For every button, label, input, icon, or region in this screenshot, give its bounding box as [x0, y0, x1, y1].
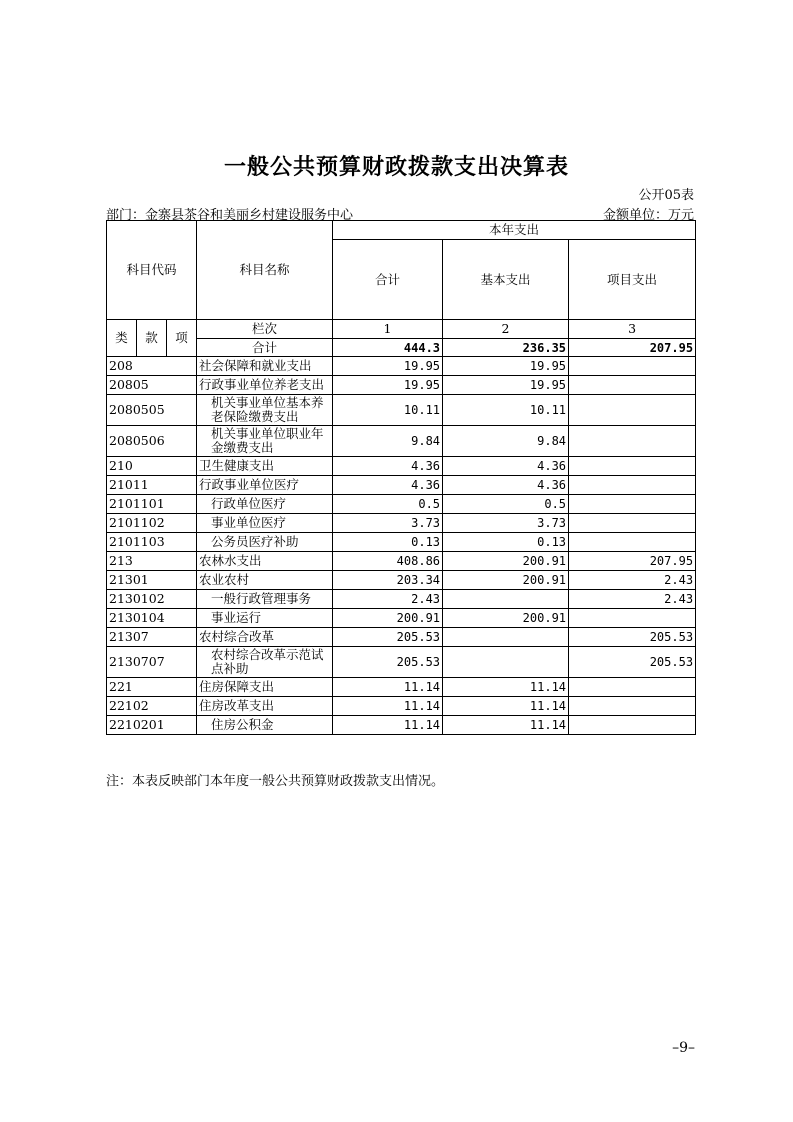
row-code: 2130104 — [107, 609, 197, 628]
row-basic — [443, 647, 569, 678]
row-name: 公务员医疗补助 — [197, 533, 333, 552]
row-name: 一般行政管理事务 — [197, 590, 333, 609]
header-col2: 2 — [443, 320, 569, 339]
row-project — [569, 495, 696, 514]
row-project: 207.95 — [569, 552, 696, 571]
row-project — [569, 514, 696, 533]
row-code: 2101102 — [107, 514, 197, 533]
table-row — [107, 376, 696, 395]
footnote: 注：本表反映部门本年度一般公共预算财政拨款支出情况。 — [106, 774, 445, 789]
row-code: 22102 — [107, 697, 197, 716]
table-row — [107, 457, 696, 476]
row-total: 19.95 — [333, 357, 443, 376]
row-total: 200.91 — [333, 609, 443, 628]
row-project — [569, 609, 696, 628]
table-row — [107, 533, 696, 552]
row-total: 4.36 — [333, 457, 443, 476]
row-code: 21301 — [107, 571, 197, 590]
row-total: 2.43 — [333, 590, 443, 609]
row-total: 408.86 — [333, 552, 443, 571]
row-name: 卫生健康支出 — [197, 457, 333, 476]
row-basic: 11.14 — [443, 697, 569, 716]
unit-label: 金额单位：万元 — [602, 208, 694, 223]
row-code: 2130707 — [107, 647, 197, 678]
row-project: 205.53 — [569, 647, 696, 678]
header-year-expense: 本年支出 — [333, 221, 696, 240]
row-basic: 4.36 — [443, 476, 569, 495]
row-total: 3.73 — [333, 514, 443, 533]
row-code: 213 — [107, 552, 197, 571]
row-name: 行政单位医疗 — [197, 495, 333, 514]
row-total: 0.5 — [333, 495, 443, 514]
row-project — [569, 395, 696, 426]
row-basic: 19.95 — [443, 376, 569, 395]
row-project: 2.43 — [569, 590, 696, 609]
header-col3: 3 — [569, 320, 696, 339]
row-name: 住房保障支出 — [197, 678, 333, 697]
row-total: 203.34 — [333, 571, 443, 590]
row-project: 2.43 — [569, 571, 696, 590]
row-total: 9.84 — [333, 426, 443, 457]
row-name: 行政事业单位养老支出 — [197, 376, 333, 395]
table-row — [107, 495, 696, 514]
sum-basic: 236.35 — [443, 339, 569, 357]
header-total: 合计 — [333, 240, 443, 320]
row-basic — [443, 628, 569, 647]
header-col1: 1 — [333, 320, 443, 339]
row-basic: 10.11 — [443, 395, 569, 426]
row-project: 205.53 — [569, 628, 696, 647]
row-total: 11.14 — [333, 716, 443, 735]
row-name: 农林水支出 — [197, 552, 333, 571]
row-name: 社会保障和就业支出 — [197, 357, 333, 376]
row-name: 机关事业单位职业年金缴费支出 — [197, 426, 333, 457]
row-name: 农村综合改革 — [197, 628, 333, 647]
table-row — [107, 395, 696, 426]
header-xiang: 项 — [167, 320, 197, 357]
row-project — [569, 457, 696, 476]
row-total: 205.53 — [333, 647, 443, 678]
sum-label: 合计 — [197, 339, 333, 357]
row-name: 农业农村 — [197, 571, 333, 590]
row-project — [569, 426, 696, 457]
expenditure-table — [106, 220, 696, 735]
row-basic: 0.13 — [443, 533, 569, 552]
row-code: 21307 — [107, 628, 197, 647]
row-total: 10.11 — [333, 395, 443, 426]
table-row — [107, 476, 696, 495]
row-project — [569, 376, 696, 395]
row-total: 205.53 — [333, 628, 443, 647]
row-project — [569, 716, 696, 735]
row-basic — [443, 590, 569, 609]
header-basic: 基本支出 — [443, 240, 569, 320]
header-name: 科目名称 — [197, 221, 333, 320]
row-code: 2080505 — [107, 395, 197, 426]
header-lei: 类 — [107, 320, 137, 357]
row-code: 2130102 — [107, 590, 197, 609]
row-project — [569, 533, 696, 552]
row-basic: 9.84 — [443, 426, 569, 457]
row-total: 0.13 — [333, 533, 443, 552]
sum-total: 444.3 — [333, 339, 443, 357]
row-total: 4.36 — [333, 476, 443, 495]
row-code: 21011 — [107, 476, 197, 495]
row-name: 事业单位医疗 — [197, 514, 333, 533]
row-name: 事业运行 — [197, 609, 333, 628]
row-total: 11.14 — [333, 678, 443, 697]
header-code: 科目代码 — [107, 221, 197, 320]
table-row — [107, 426, 696, 457]
table-row — [107, 552, 696, 571]
table-row — [107, 357, 696, 376]
row-total: 11.14 — [333, 697, 443, 716]
department-label: 部门：金寨县茶谷和美丽乡村建设服务中心 — [106, 208, 354, 223]
row-basic: 4.36 — [443, 457, 569, 476]
row-code: 2101101 — [107, 495, 197, 514]
header-kuan: 款 — [137, 320, 167, 357]
row-project — [569, 357, 696, 376]
row-basic: 200.91 — [443, 571, 569, 590]
table-row — [107, 678, 696, 697]
row-code: 2080506 — [107, 426, 197, 457]
table-row — [107, 716, 696, 735]
row-basic: 11.14 — [443, 678, 569, 697]
table-row — [107, 590, 696, 609]
row-name: 机关事业单位基本养老保险缴费支出 — [197, 395, 333, 426]
sum-project: 207.95 — [569, 339, 696, 357]
header-lanci: 栏次 — [197, 320, 333, 339]
row-code: 208 — [107, 357, 197, 376]
row-project — [569, 678, 696, 697]
table-row — [107, 609, 696, 628]
page-number: –9– — [672, 1040, 695, 1056]
row-basic: 0.5 — [443, 495, 569, 514]
row-project — [569, 476, 696, 495]
table-row — [107, 647, 696, 678]
table-row — [107, 697, 696, 716]
row-code: 20805 — [107, 376, 197, 395]
row-basic: 19.95 — [443, 357, 569, 376]
row-basic: 3.73 — [443, 514, 569, 533]
row-code: 221 — [107, 678, 197, 697]
row-code: 2210201 — [107, 716, 197, 735]
row-basic: 200.91 — [443, 552, 569, 571]
row-name: 住房公积金 — [197, 716, 333, 735]
row-basic: 11.14 — [443, 716, 569, 735]
row-total: 19.95 — [333, 376, 443, 395]
table-row — [107, 571, 696, 590]
row-name: 住房改革支出 — [197, 697, 333, 716]
row-project — [569, 697, 696, 716]
row-name: 农村综合改革示范试点补助 — [197, 647, 333, 678]
table-number: 公开05表 — [638, 188, 694, 203]
row-name: 行政事业单位医疗 — [197, 476, 333, 495]
header-project: 项目支出 — [569, 240, 696, 320]
page-title: 一般公共预算财政拨款支出决算表 — [223, 154, 569, 180]
row-code: 210 — [107, 457, 197, 476]
table-row — [107, 628, 696, 647]
row-code: 2101103 — [107, 533, 197, 552]
row-basic: 200.91 — [443, 609, 569, 628]
table-row — [107, 514, 696, 533]
